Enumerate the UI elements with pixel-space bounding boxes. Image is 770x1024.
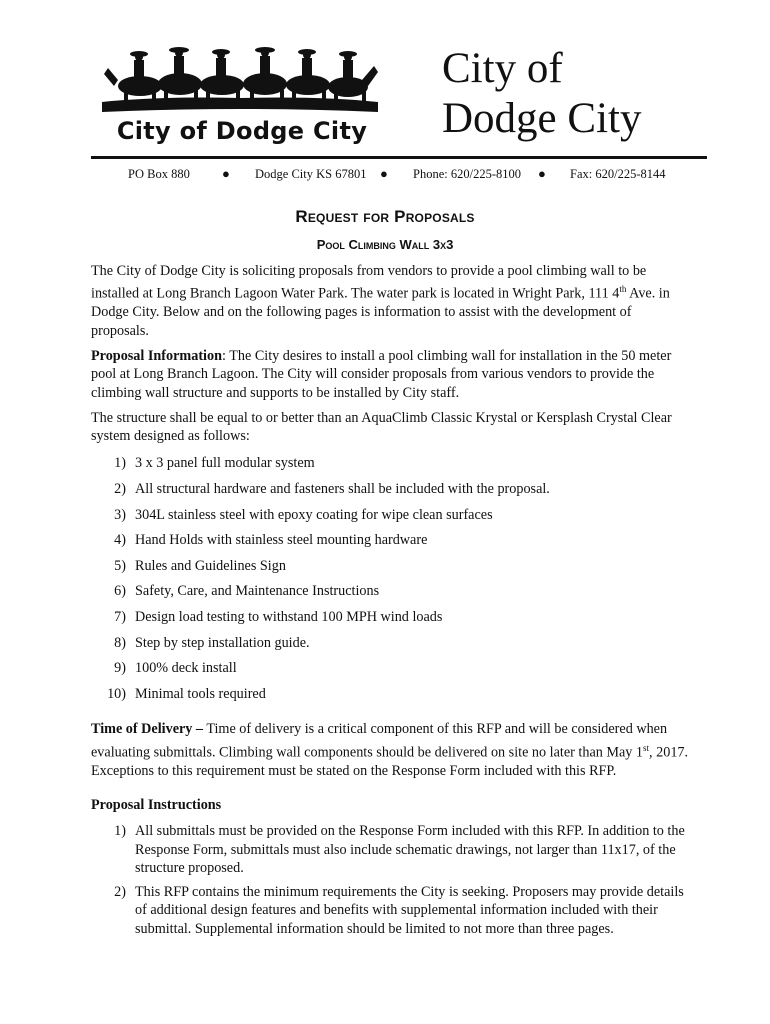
contact-fax: Fax: 620/225-8144 xyxy=(570,167,666,181)
document-body xyxy=(91,262,691,944)
list-item xyxy=(91,531,691,549)
list-item-number: 8) xyxy=(114,634,126,651)
list-item-number: 2) xyxy=(114,884,126,901)
instructions-heading: Proposal Instructions xyxy=(91,796,222,813)
list-item xyxy=(91,685,691,703)
proposal-information-paragraph: Proposal Information: The City desires to install a pool climbing wall for installation in the 50 meter pool at Long Branch Lagoon. The City will consider proposals from various vendors to provide the climbing wall structure and supports to be installed by City staff. xyxy=(91,347,672,401)
list-item-number: 5) xyxy=(114,557,126,574)
page-title xyxy=(442,44,641,144)
list-item xyxy=(91,822,691,877)
ordinal-suffix: st xyxy=(643,742,650,753)
title-line-1: City of xyxy=(442,45,563,92)
list-item-text: 304L stainless steel with epoxy coating for wipe clean surfaces xyxy=(135,506,493,523)
delivery-paragraph: Time of Delivery – Time of delivery is a critical component of this RFP and will be considered when evaluating submittals. Climbing wall components should be delivered on site no later than May 1st, 2017. Exceptions to this requirement must be stated on the Response Form included with this RFP. xyxy=(91,721,689,779)
list-item-text: Step by step installation guide. xyxy=(135,634,310,651)
list-item-text: Rules and Guidelines Sign xyxy=(135,557,286,574)
list-item-number: 7) xyxy=(114,608,126,625)
bullet-icon: ● xyxy=(380,166,388,181)
list-item-text: 100% deck install xyxy=(135,660,237,677)
list-item-text: Minimal tools required xyxy=(135,685,266,702)
list-item-text: Design load testing to withstand 100 MPH wind loads xyxy=(135,608,443,625)
list-item-number: 9) xyxy=(114,660,126,677)
list-item-text: Hand Holds with stainless steel mounting hardware xyxy=(135,532,428,549)
cowboys-silhouette-logo-image xyxy=(100,40,380,120)
list-item xyxy=(91,454,691,472)
list-item xyxy=(91,480,691,498)
list-item-number: 4) xyxy=(114,532,126,549)
list-item-number: 6) xyxy=(114,583,126,600)
header-divider xyxy=(91,156,707,159)
requirements-list xyxy=(91,454,691,703)
logo-text: City of Dodge City xyxy=(116,117,368,145)
contact-phone: Phone: 620/225-8100 xyxy=(413,167,521,181)
city-logo xyxy=(100,40,380,150)
list-item-number: 1) xyxy=(114,455,126,472)
list-item-text: Safety, Care, and Maintenance Instructions xyxy=(135,583,380,600)
spacer xyxy=(91,710,691,720)
intro-paragraph: The City of Dodge City is soliciting proposals from vendors to provide a pool climbing wall to be installed at Long Branch Lagoon Water Park. The water park is located in Wright Park, 111 4th Ave. in Dodge City. Below and on the following pages is information to assist with the development of proposals. xyxy=(91,263,670,339)
list-item-text: This RFP contains the minimum requirements the City is seeking. Proposers may provide details of additional design features and benefits with supplemental information included with their submittal. Supplemental information should be limited to not more than three pages. xyxy=(135,884,684,937)
contact-city: Dodge City KS 67801 xyxy=(255,167,367,181)
document-title: Request for Proposals xyxy=(295,207,475,226)
ordinal-suffix: th xyxy=(619,284,627,295)
list-item-number: 2) xyxy=(114,481,126,497)
list-item xyxy=(91,557,691,575)
instructions-list xyxy=(91,822,691,938)
list-item xyxy=(91,659,691,677)
bullet-icon: ● xyxy=(222,166,230,181)
list-item xyxy=(91,883,691,938)
document-subtitle: Pool Climbing Wall 3x3 xyxy=(316,237,454,252)
list-item-text: All structural hardware and fasteners shall be included with the proposal. xyxy=(135,481,550,497)
list-item xyxy=(91,506,691,524)
title-line-2: Dodge City xyxy=(442,95,642,142)
list-item-number: 1) xyxy=(114,823,126,840)
bullet-icon: ● xyxy=(538,166,546,181)
list-item xyxy=(91,608,691,626)
proposal-information-label: Proposal Information xyxy=(91,347,222,364)
list-item-number: 10) xyxy=(107,685,126,702)
contact-po-box: PO Box 880 xyxy=(128,167,190,181)
delivery-label: Time of Delivery – xyxy=(91,721,204,738)
list-item-text: All submittals must be provided on the Response Form included with this RFP. In addition to the Response Form, submittals must also include schematic drawings, not larger than 11x17, of the structure proposed. xyxy=(135,823,685,876)
list-item xyxy=(91,582,691,600)
list-item-number: 3) xyxy=(114,506,126,523)
structure-paragraph: The structure shall be equal to or better than an AquaClimb Classic Krystal or Kersplash Crystal Clear system designed as follows: xyxy=(91,409,672,445)
list-item xyxy=(91,634,691,652)
list-item-text: 3 x 3 panel full modular system xyxy=(135,455,315,472)
